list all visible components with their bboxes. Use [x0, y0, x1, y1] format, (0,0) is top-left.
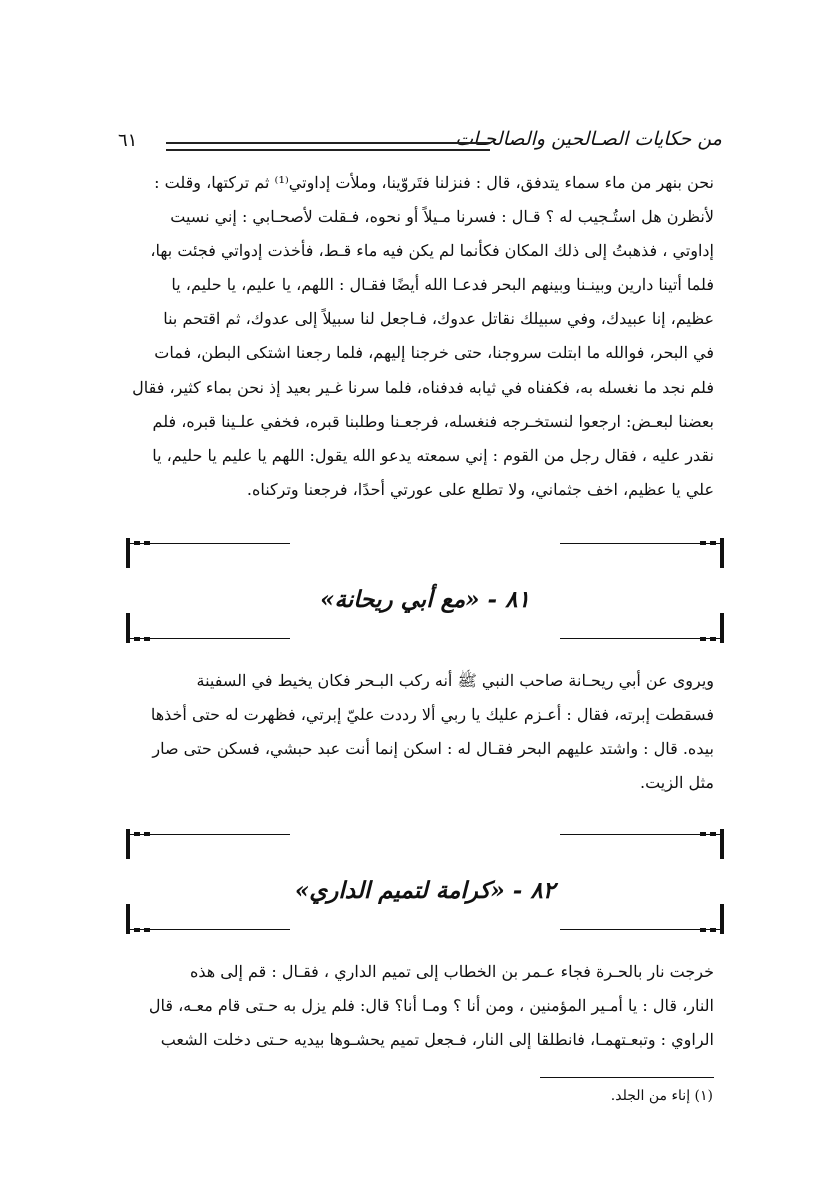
frame-line — [560, 834, 720, 835]
frame-ornament — [710, 832, 716, 836]
text-line: ويروى عن أبي ريحـانة صاحب النبي ﷺ أنه ركب البـحر فكان يخيط في السفينة — [196, 671, 714, 690]
text-line: عظيم، إنا عبيدك، وفي سبيلك نقاتل عدوك، فـاجعل لنا سبيلاً إلى عدوك، ثم اقتحم بنا — [163, 309, 714, 329]
running-title: من حكايات الصـالحين والصالحـات — [455, 128, 722, 150]
frame-line — [130, 929, 290, 930]
text-line: مثل الزيت. — [640, 773, 714, 793]
footnote-divider — [540, 1077, 714, 1078]
frame-ornament — [134, 928, 140, 932]
section-title: ٨١ - «مع أبي ريحانة» — [320, 586, 530, 613]
paragraph-3 — [112, 955, 714, 1057]
frame-line — [130, 638, 290, 639]
section-title: ٨٢ - «كرامة لتميم الداري» — [294, 877, 556, 904]
frame-ornament — [700, 928, 706, 932]
frame-line — [130, 834, 290, 835]
text-line: بعضنا لبعـض: ارجعوا لنستخـرجه فنغسله، فرجعـنا وطلبنا قبره، فخفي علـينا قبره، فلم — [152, 411, 714, 431]
frame-ornament — [700, 541, 706, 545]
text-line: الراوي : وتبعـتهمـا، فانطلقا إلى النار، فـجعل تميم يحشـوها بيديه حـتى دخلت الشعب — [160, 1030, 714, 1050]
frame-ornament — [700, 832, 706, 836]
frame-corner — [720, 538, 724, 568]
text-line: بيده. قال : واشتد عليهم البحر فقـال له : اسكن إنما أنت عبد حبشي، فسكن حتى صار — [152, 739, 714, 759]
paragraph-1 — [112, 166, 714, 507]
text-line: لأنظرن هل استُـجيب له ؟ قـال : فسرنا مـيلاً أو نحوه، فـقلت لأصحـابي : إني نسيت — [170, 207, 714, 227]
frame-ornament — [134, 637, 140, 641]
page-number: ٦١ — [118, 130, 138, 151]
frame-ornament — [700, 637, 706, 641]
header-rule — [166, 142, 490, 151]
frame-corner — [720, 904, 724, 934]
frame-corner — [720, 829, 724, 859]
text-line: نحن بنهر من ماء سماء يتدفق، قال : فنزلنا فتَروّينا، وملأت إداوتي⁽¹⁾ ثم تركتها، وقلت : — [154, 173, 714, 192]
frame-ornament — [134, 832, 140, 836]
frame-ornament — [144, 928, 150, 932]
text-line: خرجت نار بالحـرة فجاء عـمر بن الخطاب إلى تميم الداري ، فقـال : قم إلى هذه — [189, 962, 714, 981]
frame-line — [130, 543, 290, 544]
text-line: فلما أتينا دارين وبينـنا وبينهم البحر فدعـا الله أيضًا فقـال : اللهم، يا عليم، يا حليم، يا — [171, 275, 714, 295]
frame-line — [560, 638, 720, 639]
page-header — [118, 128, 722, 158]
paragraph-2 — [112, 664, 714, 800]
footnote: (١) إناء من الجلد. — [610, 1088, 713, 1104]
frame-ornament — [710, 928, 716, 932]
frame-ornament — [134, 541, 140, 545]
frame-ornament — [144, 832, 150, 836]
frame-ornament — [144, 541, 150, 545]
text-line: نقدر عليه ، فقال رجل من القوم : إني سمعته يدعو الله يقول: اللهم يا عليم يا حليم، يا — [152, 445, 714, 465]
frame-ornament — [710, 541, 716, 545]
text-line: فلم نجد ما نغسله به، فكفناه في ثيابه فدفناه، فلما سرنا غـير بعيد إذ نحن بماء كثير، فقال — [132, 377, 714, 397]
frame-corner — [720, 613, 724, 643]
frame-line — [560, 929, 720, 930]
frame-line — [560, 543, 720, 544]
text-line: النار، قال : يا أمـير المؤمنين ، ومن أنا ؟ ومـا أنا؟ قال: فلم يزل به حـتى قام معـه، قال — [148, 996, 714, 1016]
text-line: إداوتي ، فذهبتُ إلى ذلك المكان فكأنما لم يكن فيه ماء قـط، فأخذت إدواتي فجئت بها، — [150, 241, 714, 261]
text-line: في البحر، فوالله ما ابتلت سروجنا، حتى خرجنا إليهم، فلما رجعنا اشتكى البطن، فمات — [154, 343, 714, 363]
frame-ornament — [710, 637, 716, 641]
text-line: علي يا عظيم، اخف جثماني، ولا تطلع على عورتي أحدًا، فرجعنا وتركناه. — [246, 479, 714, 499]
frame-ornament — [144, 637, 150, 641]
section-heading-82 — [126, 829, 724, 934]
text-line: فسقطت إبرته، فقال : أعـزم عليك يا ربي ألا رددت عليّ إبرتي، فظهرت له حتى أخذها — [150, 705, 714, 725]
section-heading-81 — [126, 538, 724, 643]
